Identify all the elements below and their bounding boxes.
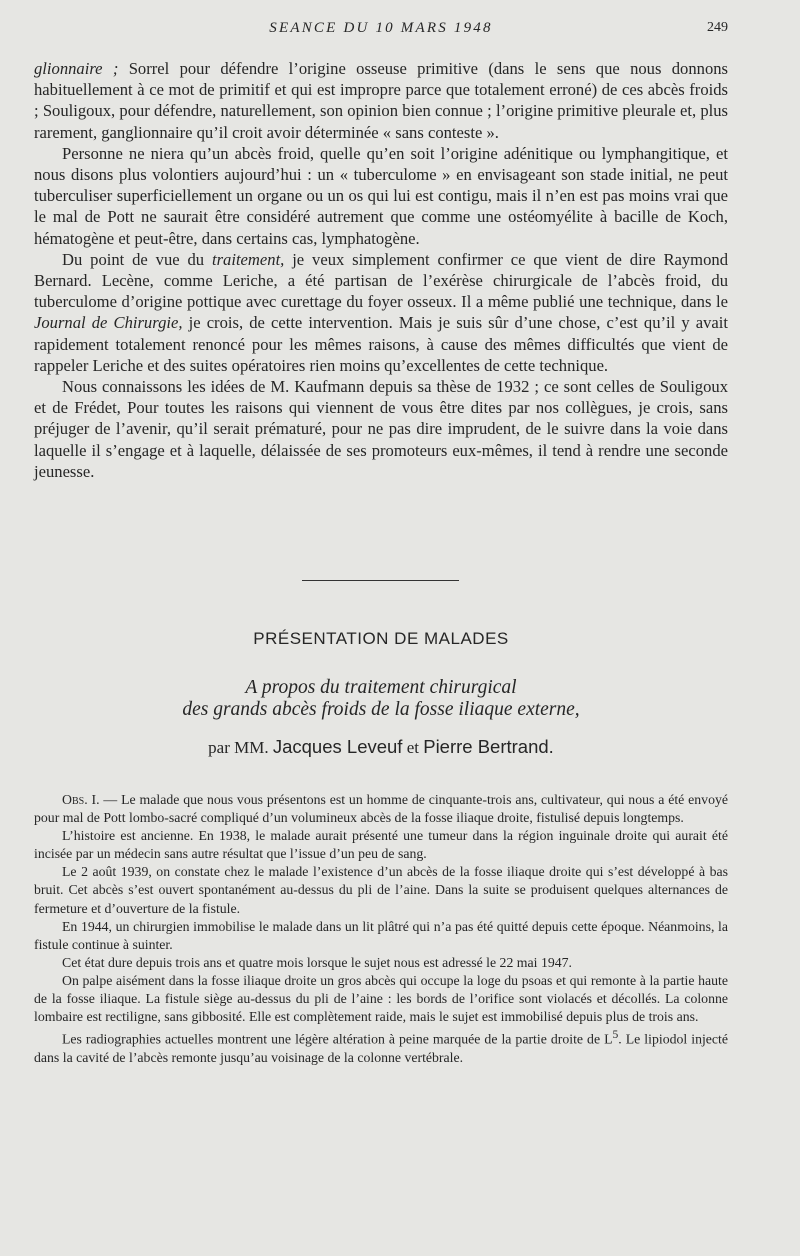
paragraph-1-italic-start: glionnaire ;	[34, 59, 119, 78]
byline-and: et	[406, 738, 419, 757]
paragraph-3	[34, 249, 728, 376]
byline-prefix: par MM.	[208, 738, 269, 757]
discussion-text	[34, 58, 728, 482]
observation-paragraph-4: En 1944, un chirurgien immobilise le malade dans un lit plâtré qui n’a pas été quitté depuis cette époque. Néanmoins, la fistule continue à suinter.	[34, 918, 728, 952]
paragraph-3-text-a: Du point de vue du	[62, 249, 212, 269]
article-title-line-1: A propos du traitement chirurgical	[245, 677, 517, 698]
observation-paragraph-6: On palpe aisément dans la fosse iliaque droite un gros abcès qui occupe la loge du psoas et qui remonte à la partie haute de la fosse iliaque. La fistule siège au-dessus du pli de l’aine : les bords de l’orifice sont violacés et décollés. La colonne lombaire est rectiligne, sans gibbosité. Elle est complètement raide, mais le sujet est immobilisé depuis plus de trois ans.	[34, 972, 728, 1025]
paragraph-3-text-b: je veux simplement confirmer ce que vient de dire Raymond Bernard. Lecène, comme Leriche, a été partisan de l’exérèse chirurgicale de l’abcès froid, du tuberculome d’origine pottique avec curettage du foyer osseux. Il a même publié une technique, dans le	[34, 249, 728, 312]
paragraph-1	[34, 58, 728, 143]
observation-text-7b: . Le lipiodol injecté dans la cavité de l’abcès remonte jusqu’au voisinage de la colonne vertébrale.	[34, 1031, 729, 1065]
paragraph-3-italic-traitement: traitement,	[211, 249, 285, 269]
observation-paragraph-2: L’histoire est ancienne. En 1938, le malade aurait présenté une tumeur dans la région inguinale droite qui aurait été incisée par un médecin sans autre résultat que l’issue d’un peu de sang.	[34, 828, 728, 862]
observation-text-7a: Les radiographies actuelles montrent une légère altération à peine marquée de la partie droite de L	[62, 1031, 613, 1047]
author-1: Jacques Leveuf	[272, 736, 403, 757]
paragraph-2: Personne ne niera qu’un abcès froid, quelle qu’en soit l’origine adénitique ou lymphangitique, et nous disons plus volontiers aujourd’hui : un « tuberculome » en envisageant son stade initial, ne peut tuberculiser superficiellement un organe ou un os qui lui est contigu, mais il n’en est pas moins vrai que le mal de Pott ne saurait être considéré autrement que comme une ostéomyélite à bacille de Koch, hématogène et peut-être, dans certains cas, lymphatogène.	[34, 143, 728, 248]
observation-superscript: 5	[612, 1029, 619, 1042]
paragraph-3-text-c: je crois, de cette intervention. Mais je suis sûr d’une chose, c’est qu’il y avait rapidement totalement renoncé pour les mêmes raisons, à cause des mêmes difficultés que vient de rappeler Leriche et des suites opératoires rien moins qu’excellentes de cette technique.	[34, 313, 728, 375]
byline	[34, 736, 728, 758]
author-2: Pierre Bertrand.	[423, 736, 554, 757]
running-head	[34, 20, 728, 42]
observation-paragraph-7	[34, 1026, 728, 1067]
observation-paragraph-5: Cet état dure depuis trois ans et quatre mois lorsque le sujet nous est adressé le 22 mai 1947.	[62, 954, 572, 970]
page-number: 249	[707, 20, 728, 35]
observation-text	[34, 791, 728, 1067]
observation-label: Obs. I.	[62, 792, 100, 807]
observation-paragraph-3: Le 2 août 1939, on constate chez le malade l’existence d’un abcès de la fosse iliaque droite qui s’est développé à bas bruit. Cet abcès s’est ouvert spontanément au-dessus du pli de l’aine. Dans la suite se produisent quelques alternances de fermeture et d’ouverture de la fistule.	[34, 864, 728, 916]
paragraph-4: Nous connaissons les idées de M. Kaufmann depuis sa thèse de 1932 ; ce sont celles de Souligoux et de Frédet, Pour toutes les raisons qui viennent de vous être dites par nos collègues, je crois, sans préjuger de l’avenir, qu’il serait prématuré, pour ne pas dire imprudent, de le suivre dans la voie dans laquelle il s’engage et à laquelle, délaissée de ses promoteurs eux-mêmes, il tend à rendre une seconde jeunesse.	[34, 377, 728, 481]
article-title-line-2: des grands abcès froids de la fosse iliaque externe,	[182, 699, 580, 720]
article-title	[34, 677, 728, 721]
paragraph-3-italic-journal: Journal de Chirurgie,	[34, 313, 183, 333]
paragraph-1-text: Sorrel pour défendre l’origine osseuse primitive (dans le sens que nous donnons habituellement à ce mot de primitif et qui est impropre parce que totalement erroné) de ces abcès froids ; Souligoux, pour défendre, naturellement, son opinion bien connue ; l’origine primitive pleurale et, plus rarement, ganglionnaire qu’il croit avoir déterminée « sans conteste ».	[34, 59, 728, 142]
section-title: PRÉSENTATION DE MALADES	[253, 629, 509, 648]
section-divider	[302, 580, 459, 581]
observation-paragraph-1	[34, 791, 728, 827]
running-title: SEANCE DU 10 MARS 1948	[269, 20, 493, 36]
observation-text-1: — Le malade que nous vous présentons est un homme de cinquante-trois ans, cultivateur, qui nous a été envoyé pour mal de Pott lombo-sacré compliqué d’un volumineux abcès de la fosse iliaque droite, fistulisé depuis longtemps.	[34, 792, 729, 826]
